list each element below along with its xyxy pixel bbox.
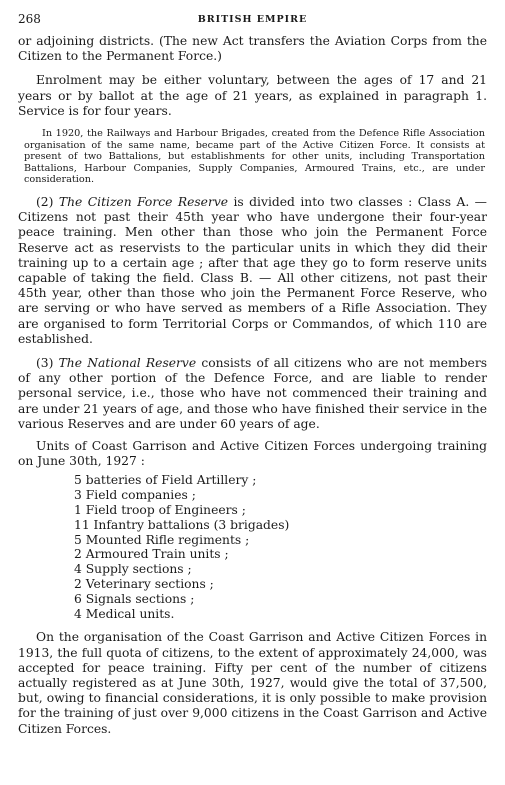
section-title: The Citizen Force Reserve xyxy=(58,194,229,209)
paragraph-national-reserve xyxy=(18,356,487,432)
list-item: 2 Veterinary sections ; xyxy=(74,577,214,592)
list-item: 6 Signals sections ; xyxy=(74,591,195,606)
paragraph-continuation: or adjoining districts. (The new Act transfers the Aviation Corps from the Citizen to the Permanent Force.) xyxy=(18,34,487,64)
running-title: BRITISH EMPIRE xyxy=(197,14,308,25)
list-item: 5 Mounted Rifle regiments ; xyxy=(74,532,250,547)
list-item: 1 Field troop of Engineers ; xyxy=(74,503,246,518)
section-text: consists of all citizens who are not members of any other portion of the Defence Force, and are liable to render personal service, i.e., those who have not commenced their training and are under 21 years of age, and those who have finished their service in the various Reserves and are under 60 years of age. xyxy=(18,356,488,431)
note-railways-harbour-brigades: In 1920, the Railways and Harbour Brigades, created from the Defence Rifle Association organisation of the same name, became part of the Active Citizen Force. It consists at present of two Battalions, but establishments for other units, including Transportation Battalions, Harbour Companies, Supply Companies, Armoured Trains, etc., are under consideration. xyxy=(24,128,485,186)
section-text: is divided into two classes : Class A. — Citizens not past their 45th year who have undergone their four-year peace training. Men other than those who join the Permanent Force Reserve act as reservists to the particular units in which they did their training up to a certain age ; after that age they go to form reserve units capable of taking the field. Class B. — All other citizens, not past their 45th year, other than those who join the Permanent Force Reserve, who are serving or who have served as members of a Rifle Association. They are organised to form Territorial Corps or Commandos, of which 110 are established. xyxy=(18,194,487,346)
paragraph-enrolment: Enrolment may be either voluntary, between the ages of 17 and 21 years or by ballot at the age of 21 years, as explained in paragraph 1. Service is for four years. xyxy=(18,73,487,118)
paragraph-citizen-force-reserve xyxy=(18,195,487,347)
list-item: 5 batteries of Field Artillery ; xyxy=(74,473,257,488)
section-title: The National Reserve xyxy=(58,356,197,371)
paragraph-organisation: On the organisation of the Coast Garrison and Active Citizen Forces in 1913, the full quota of citizens, to the extent of approximately 24,000, was accepted for peace training. Fifty per cent of the number of citizens actually registered as at June 30th, 1927, would give the total of 37,500, but, owing to financial considerations, it is only possible to make provision for the training of just over 9,000 citizens in the Coast Garrison and Active Citizen Forces. xyxy=(18,630,487,736)
units-list xyxy=(18,473,487,621)
list-item: 4 Medical units. xyxy=(74,606,175,621)
section-number: (3) xyxy=(36,356,59,371)
list-item: 2 Armoured Train units ; xyxy=(74,547,229,562)
page-number: 268 xyxy=(18,12,41,26)
section-number: (2) xyxy=(36,194,59,209)
list-item: 3 Field companies ; xyxy=(74,488,196,503)
list-item: 11 Infantry battalions (3 brigades) xyxy=(74,517,290,532)
list-item: 4 Supply sections ; xyxy=(74,562,192,577)
page-body xyxy=(18,34,487,737)
paragraph-units-intro: Units of Coast Garrison and Active Citizen Forces undergoing training on June 30th, 1927 : xyxy=(18,439,487,469)
